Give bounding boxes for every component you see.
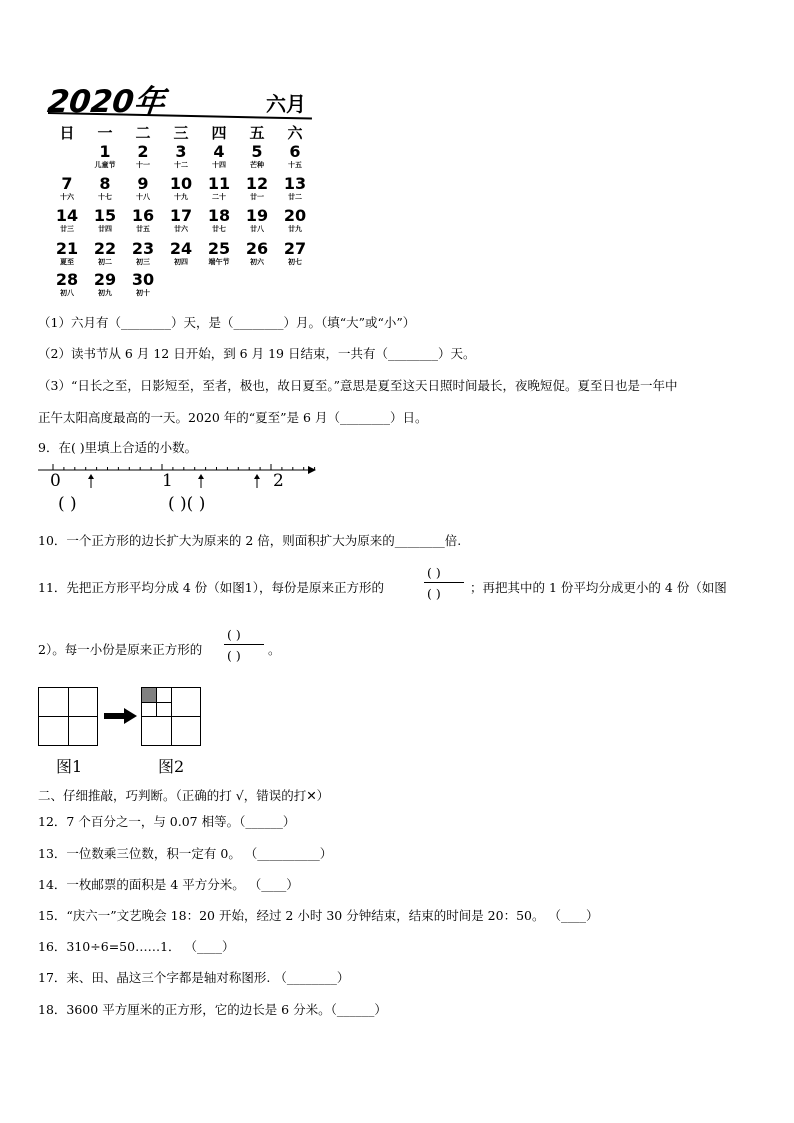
figure-2-square	[141, 687, 201, 746]
calendar-day-lunar: 廿四	[98, 225, 112, 233]
calendar-day-lunar: 十一	[136, 161, 150, 169]
calendar-day	[126, 271, 160, 298]
calendar-day	[164, 143, 198, 170]
calendar-day-number: 8	[99, 174, 111, 193]
calendar-day-number: 9	[137, 174, 149, 193]
fraction-numerator: ( )	[427, 565, 441, 580]
calendar-day-lunar: 十八	[136, 193, 150, 201]
calendar-day	[126, 143, 160, 170]
calendar-day	[240, 207, 274, 234]
calendar-day-number: 18	[207, 206, 231, 225]
figure-1-square	[38, 687, 98, 746]
calendar-day-number: 30	[131, 270, 155, 289]
q11-text-c: 2）。每一小份是原来正方形的	[38, 642, 203, 657]
number-line-label-2: 2	[273, 471, 284, 491]
q11-text-a: 11．先把正方形平均分成 4 份（如图1），每份是原来正方形的	[38, 580, 385, 595]
calendar-day-lunar: 廿七	[212, 225, 226, 233]
fraction-denominator: ( )	[227, 648, 241, 663]
calendar-day-number: 28	[55, 270, 79, 289]
q8-part3-line1: （3）“日长之至，日影短至，至者，极也，故日夏至。”意思是夏至这天日照时间最长，夜晚短促。夏至日也是一年中	[38, 378, 678, 393]
calendar-day-lunar: 二十	[212, 193, 226, 201]
calendar-day	[278, 207, 312, 234]
calendar-day-lunar: 儿童节	[94, 161, 116, 169]
calendar-day	[88, 175, 122, 202]
answer-blank[interactable]: ( )( )	[168, 494, 206, 514]
calendar-day-lunar: 廿一	[250, 193, 264, 201]
calendar-day-number: 25	[207, 239, 231, 258]
judge-question: 14．一枚邮票的面积是 4 平方分米。 （____）	[38, 877, 299, 892]
q8-part1: （1）六月有（________）天，是（________）月。（填“大”或“小”）	[38, 315, 416, 330]
weekday-label: 四	[211, 124, 227, 142]
calendar-day-lunar: 十六	[60, 193, 74, 201]
calendar-day-number: 22	[93, 239, 117, 258]
calendar-day-lunar: 初九	[98, 289, 112, 297]
calendar-day-number: 10	[169, 174, 193, 193]
calendar-day-lunar: 廿五	[136, 225, 150, 233]
calendar-day-number: 2	[137, 142, 149, 161]
fraction-blank[interactable]	[424, 565, 466, 605]
calendar-day	[164, 207, 198, 234]
weekday-label: 一	[97, 124, 113, 142]
judge-question: 15．“庆六一”文艺晚会 18：20 开始，经过 2 小时 30 分钟结束，结束的时间是 20：50。 （____）	[38, 908, 599, 923]
section-heading: 二、仔细推敲，巧判断。（正确的打 √，错误的打✕）	[38, 788, 330, 803]
weekday-label: 五	[249, 124, 265, 142]
q9-text: 9．在( )里填上合适的小数。	[38, 440, 198, 455]
calendar-day	[240, 143, 274, 170]
calendar-day-number: 14	[55, 206, 79, 225]
shaded-cell	[142, 688, 156, 702]
calendar-day-number: 29	[93, 270, 117, 289]
calendar-day-number: 3	[175, 142, 187, 161]
calendar-day	[202, 175, 236, 202]
weekday-label: 三	[173, 124, 189, 142]
calendar-day-lunar: 十九	[174, 193, 188, 201]
number-line-label-1: 1	[162, 471, 173, 491]
calendar-day-number: 7	[61, 174, 73, 193]
calendar-day	[278, 143, 312, 170]
calendar-day-lunar: 初八	[60, 289, 74, 297]
answer-blank[interactable]: ( )	[58, 494, 77, 514]
calendar-day	[164, 175, 198, 202]
arrow-marker	[198, 474, 204, 488]
calendar-day	[50, 271, 84, 298]
calendar-day-lunar: 廿二	[288, 193, 302, 201]
arrow-marker	[88, 474, 94, 488]
calendar-day-lunar: 初七	[288, 258, 302, 266]
calendar-day-number: 5	[251, 142, 263, 161]
calendar-day	[278, 175, 312, 202]
judge-question: 13．一位数乘三位数，积一定有 0。 （__________）	[38, 846, 333, 861]
q8-part3-line2: 正午太阳高度最高的一天。2020 年的“夏至”是 6 月（________）日。	[38, 410, 428, 425]
calendar-month: 六月	[266, 92, 306, 116]
calendar-year: 2020年	[45, 84, 167, 120]
calendar-day-lunar: 十四	[212, 161, 226, 169]
calendar-day-lunar: 廿八	[250, 225, 264, 233]
calendar-day-number: 23	[131, 239, 155, 258]
judge-question: 16．310÷6=50……1． （____）	[38, 939, 235, 954]
calendar-day-lunar: 十七	[98, 193, 112, 201]
calendar-day	[50, 175, 84, 202]
calendar-day-number: 27	[283, 239, 307, 258]
calendar-day-lunar: 十五	[288, 161, 302, 169]
calendar-day-lunar: 廿九	[288, 225, 302, 233]
calendar-day-number: 1	[99, 142, 111, 161]
calendar-day	[202, 207, 236, 234]
calendar-day-number: 12	[245, 174, 269, 193]
figure-1-caption: 图1	[56, 757, 83, 776]
judge-question: 17．来、田、晶这三个字都是轴对称图形. （________）	[38, 970, 350, 985]
calendar-day-lunar: 初四	[174, 258, 188, 266]
weekday-label: 六	[287, 124, 303, 142]
figure-2-caption: 图2	[158, 757, 185, 776]
q8-part2: （2）读书节从 6 月 12 日开始，到 6 月 19 日结束，一共有（________）天。	[38, 346, 476, 361]
calendar-day-number: 11	[207, 174, 231, 193]
weekday-label: 日	[59, 124, 75, 142]
calendar-day-number: 13	[283, 174, 307, 193]
calendar-day-lunar: 廿六	[174, 225, 188, 233]
calendar-day	[88, 240, 122, 267]
calendar-day	[126, 175, 160, 202]
calendar-day	[202, 143, 236, 170]
calendar-day	[240, 240, 274, 267]
fraction-denominator: ( )	[427, 586, 441, 601]
calendar-day	[240, 175, 274, 202]
calendar-day	[50, 240, 84, 267]
q10-text: 10．一个正方形的边长扩大为原来的 2 倍，则面积扩大为原来的________倍.	[38, 533, 462, 548]
calendar-day	[88, 271, 122, 298]
q11-text-d: 。	[268, 642, 281, 657]
calendar-day-number: 20	[283, 206, 307, 225]
calendar-day-lunar: 芒种	[250, 161, 264, 169]
calendar-day-number: 26	[245, 239, 269, 258]
calendar-day-number: 6	[289, 142, 301, 161]
calendar-day-number: 4	[213, 142, 225, 161]
calendar-day-number: 16	[131, 206, 155, 225]
calendar-day-lunar: 端午节	[208, 258, 230, 266]
calendar-day-number: 19	[245, 206, 269, 225]
calendar-day-number: 24	[169, 239, 193, 258]
judge-question: 12．7 个百分之一，与 0.07 相等。（______）	[38, 814, 296, 829]
calendar-day-lunar: 夏至	[60, 258, 74, 266]
right-arrow-icon	[104, 708, 138, 724]
fraction-numerator: ( )	[227, 627, 241, 642]
calendar-day-lunar: 十二	[174, 161, 188, 169]
fraction-blank[interactable]	[224, 627, 266, 667]
calendar-day	[88, 207, 122, 234]
calendar-day-number: 15	[93, 206, 117, 225]
weekday-label: 二	[135, 124, 151, 142]
q11-text-b: ；再把其中的 1 份平均分成更小的 4 份（如图	[470, 580, 727, 595]
calendar-day-lunar: 初三	[136, 258, 150, 266]
calendar-day-lunar: 初六	[250, 258, 264, 266]
calendar-day	[88, 143, 122, 170]
calendar-day-lunar: 初二	[98, 258, 112, 266]
calendar-day	[164, 240, 198, 267]
number-line-label-0: 0	[50, 471, 61, 491]
calendar-day-lunar: 初十	[136, 289, 150, 297]
calendar-day	[126, 240, 160, 267]
calendar-day	[50, 207, 84, 234]
calendar-day-lunar: 廿三	[60, 225, 74, 233]
calendar-day	[202, 240, 236, 267]
calendar-day	[278, 240, 312, 267]
calendar-day-number: 17	[169, 206, 193, 225]
calendar-day	[126, 207, 160, 234]
arrow-marker	[254, 474, 260, 488]
calendar-day-number: 21	[55, 239, 79, 258]
judge-question: 18．3600 平方厘米的正方形，它的边长是 6 分米。（______）	[38, 1002, 387, 1017]
